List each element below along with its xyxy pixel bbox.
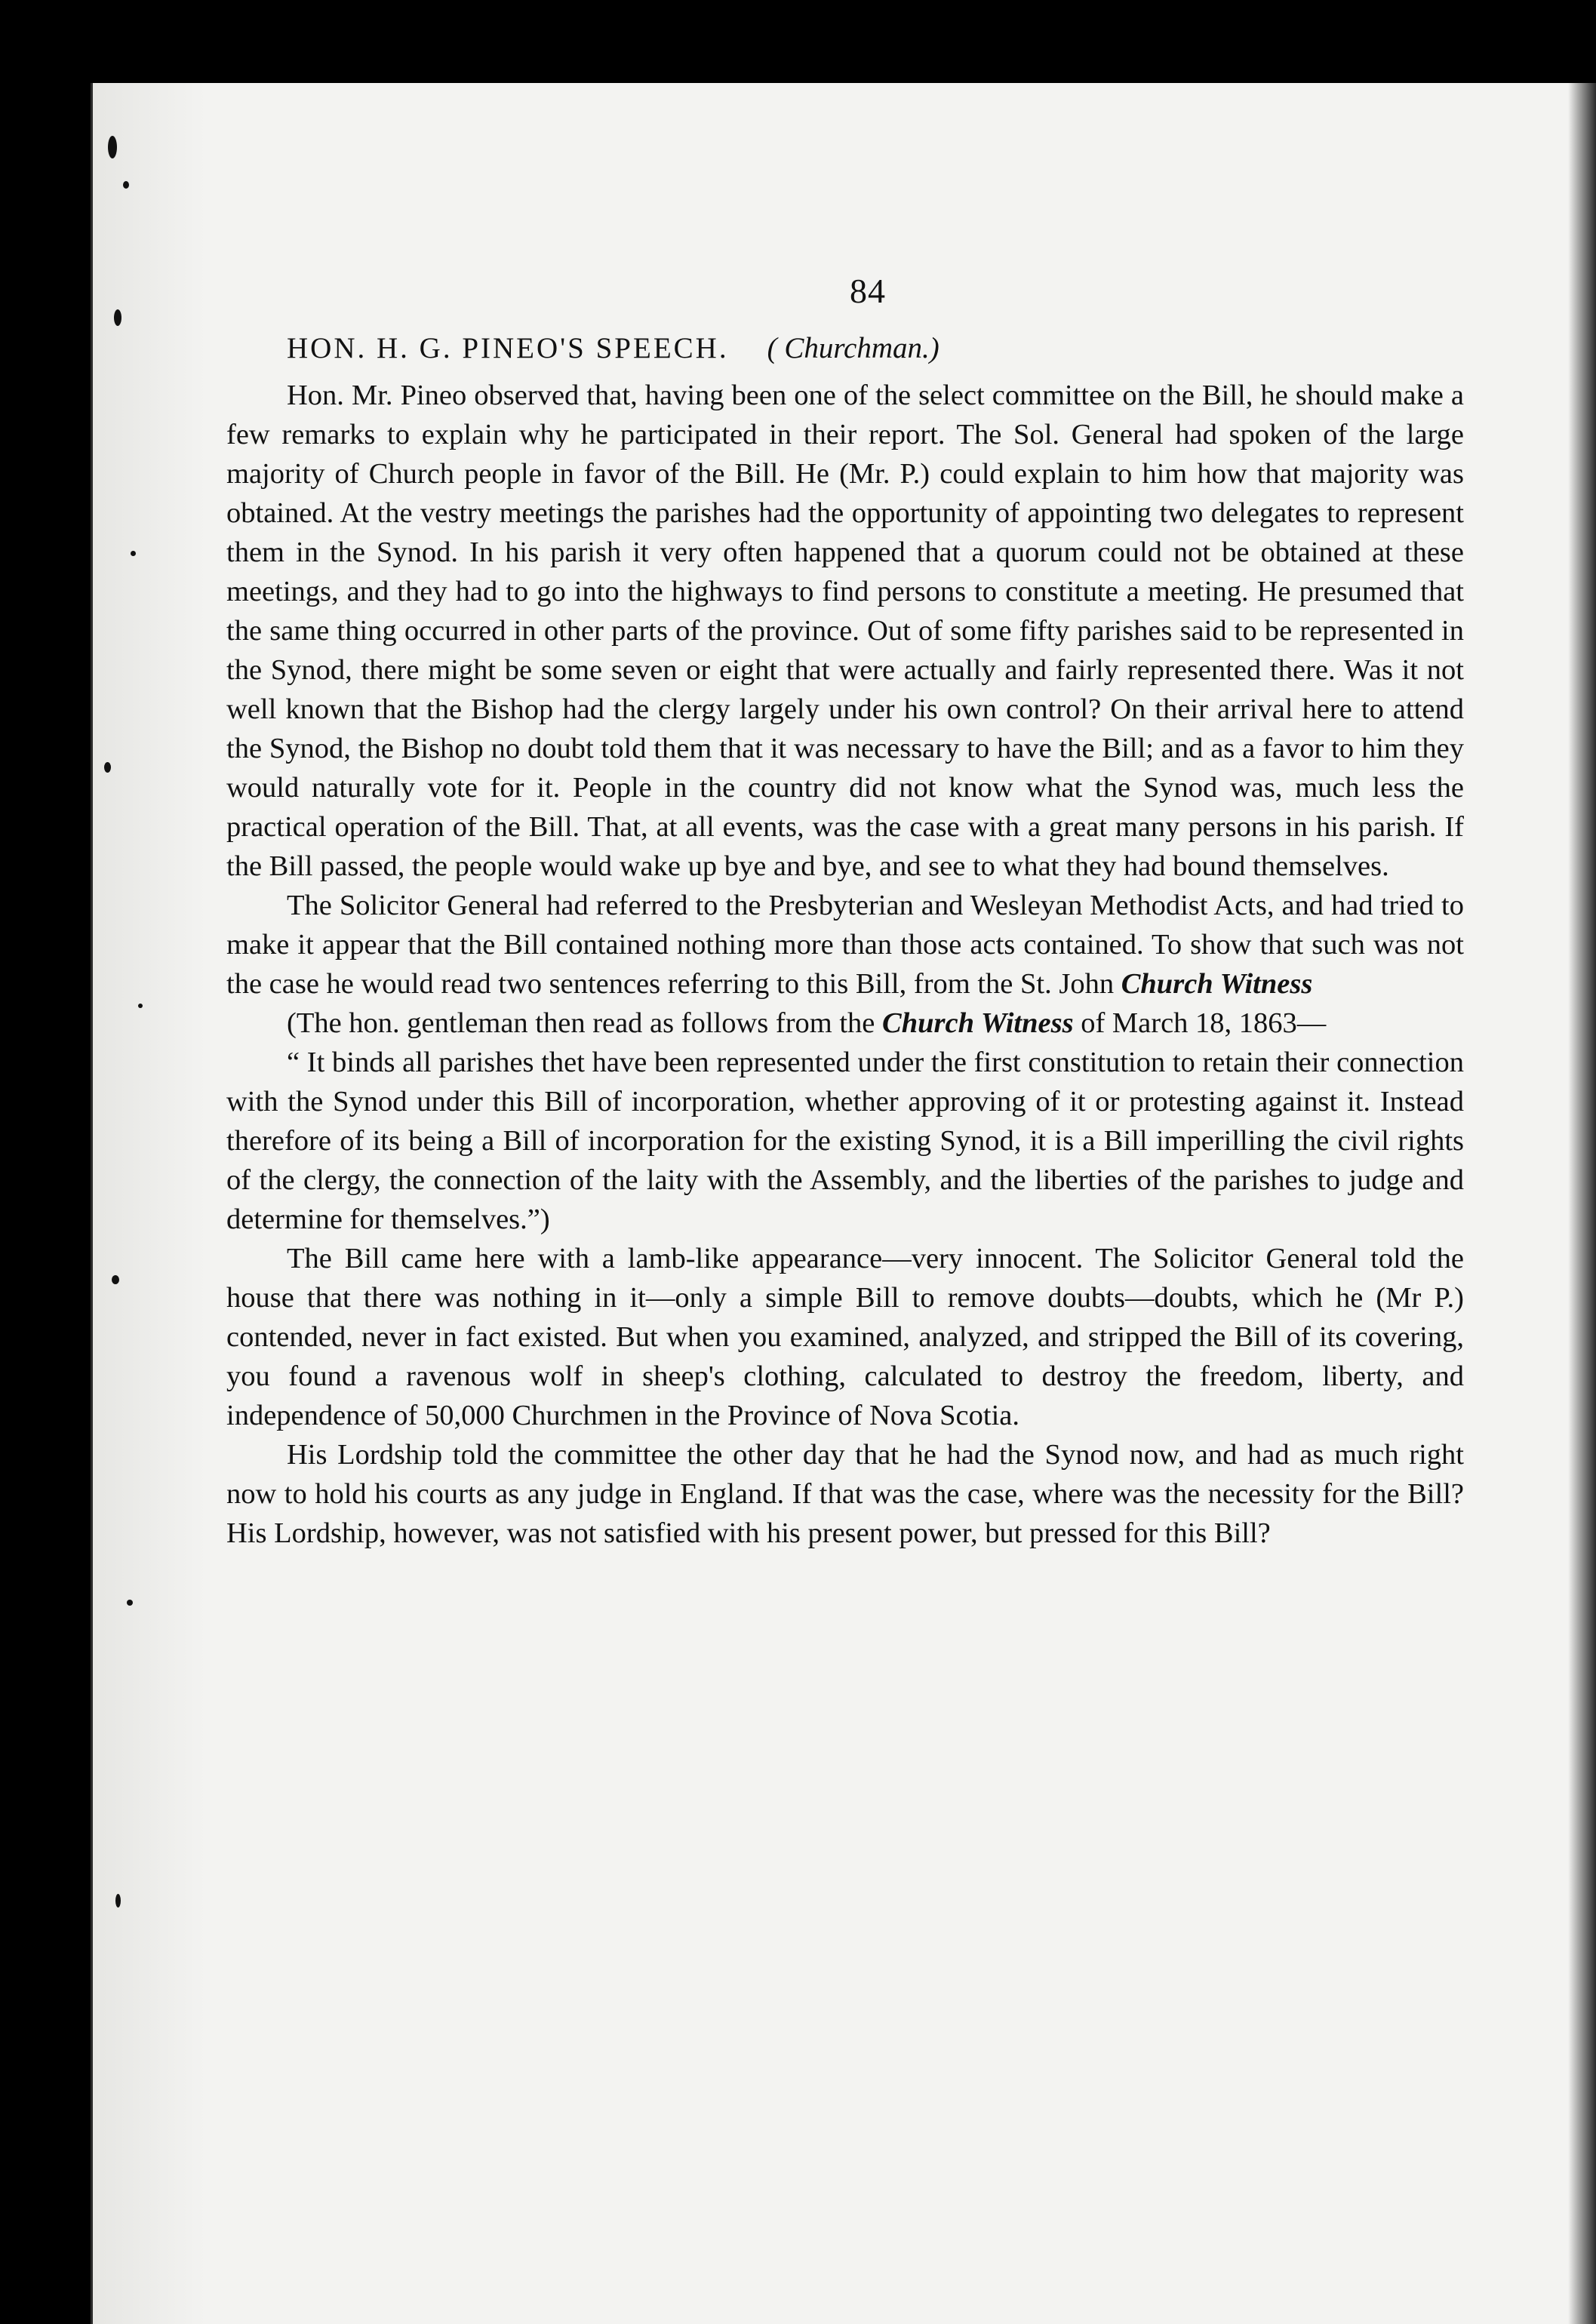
scan-speck [114,309,121,326]
church-witness-ref-2: Church Witness [882,1007,1074,1039]
scan-speck [138,1004,143,1008]
paragraph-3 [226,1004,1464,1043]
left-margin-shadow [93,83,206,2324]
quote-date: March 18, 1863— [1112,1007,1327,1039]
paragraph-3-text: (The hon. gentleman then read as follows from the [287,1007,875,1039]
paragraph-6: His Lordship told the committee the other day that he had the Synod now, and had as much right now to hold his courts as any judge in England. If that was the case, where was the necessity for the Bill? His Lordship, however, was not satisfied with his present power, but pressed for this Bill? [226,1439,1464,1549]
scan-speck [108,136,117,158]
church-witness-ref: Church Witness [1121,968,1313,1000]
right-edge-shadow [1568,83,1596,2324]
paragraph-2-text: The Solicitor General had referred to the Presbyterian and Wesleyan Methodist Acts, and had tried to make it appear that the Bill contained nothing more than those acts contained. To show that such was not the case he would read two sentences referring to this Bill, from the St. John [226,890,1464,1000]
scan-speck [123,181,129,189]
paragraph-2 [226,886,1464,1004]
page-number: 84 [850,272,886,310]
speech-heading [287,329,1464,368]
scan-speck [115,1894,121,1907]
quoted-passage: “ It binds all parishes thet have been represented under the first constitution to retain their connection with the Synod under this Bill of incorporation, whether approving of it or protesting against it. Instead therefore of its being a Bill of incorporation for the existing Synod, it is a Bill imperilling the civil rights of the clergy, the connection of the laity with the Assembly, and the liberties of the parishes to judge and determine for themselves.”) [226,1047,1464,1235]
scan-speck [104,762,111,773]
speech-source: ( Churchman.) [767,332,939,364]
scan-speck [127,1600,133,1606]
page-text [226,272,1464,1553]
scan-speck [112,1275,119,1284]
paragraph-5: The Bill came here with a lamb-like appearance—very innocent. The Solicitor General told the house that there was nothing in it—only a simple Bill to remove doubts—doubts, which he (Mr P.) contended, never in fact existed. But when you examined, analyzed, and stripped the Bill of its covering, you found a ravenous wolf in sheep's clothing, calculated to destroy the freedom, liberty, and independence of 50,000 Churchmen in the Province of Nova Scotia. [226,1243,1464,1431]
scan-speck [131,551,136,556]
of-label: of [1081,1007,1106,1039]
speech-title: HON. H. G. PINEO'S SPEECH. [287,332,729,364]
paragraph-1: Hon. Mr. Pineo observed that, having been one of the select committee on the Bill, he should make a few remarks to explain why he participated in their report. The Sol. General had spoken of the large majority of Church people in favor of the Bill. He (Mr. P.) could explain to him how that majority was obtained. At the vestry meetings the parishes had the opportunity of appointing two delegates to represent them in the Synod. In his parish it very often happened that a quorum could not be obtained at these meetings, and they had to go into the highways to find persons to constitute a meeting. He presumed that the same thing occurred in other parts of the province. Out of some fifty parishes said to be represented in the Synod, there might be some seven or eight that were actually and fairly represented there. Was it not well known that the Bishop had the clergy largely under his own control? On their arrival here to attend the Synod, the Bishop no doubt told them that it was necessary to have the Bill; and as a favor to him they would naturally vote for it. People in the country did not know what the Synod was, much less the practical operation of the Bill. That, at all events, was the case with a great many persons in his parish. If the Bill passed, the people would wake up bye and bye, and see to what they had bound themselves. [226,380,1464,882]
